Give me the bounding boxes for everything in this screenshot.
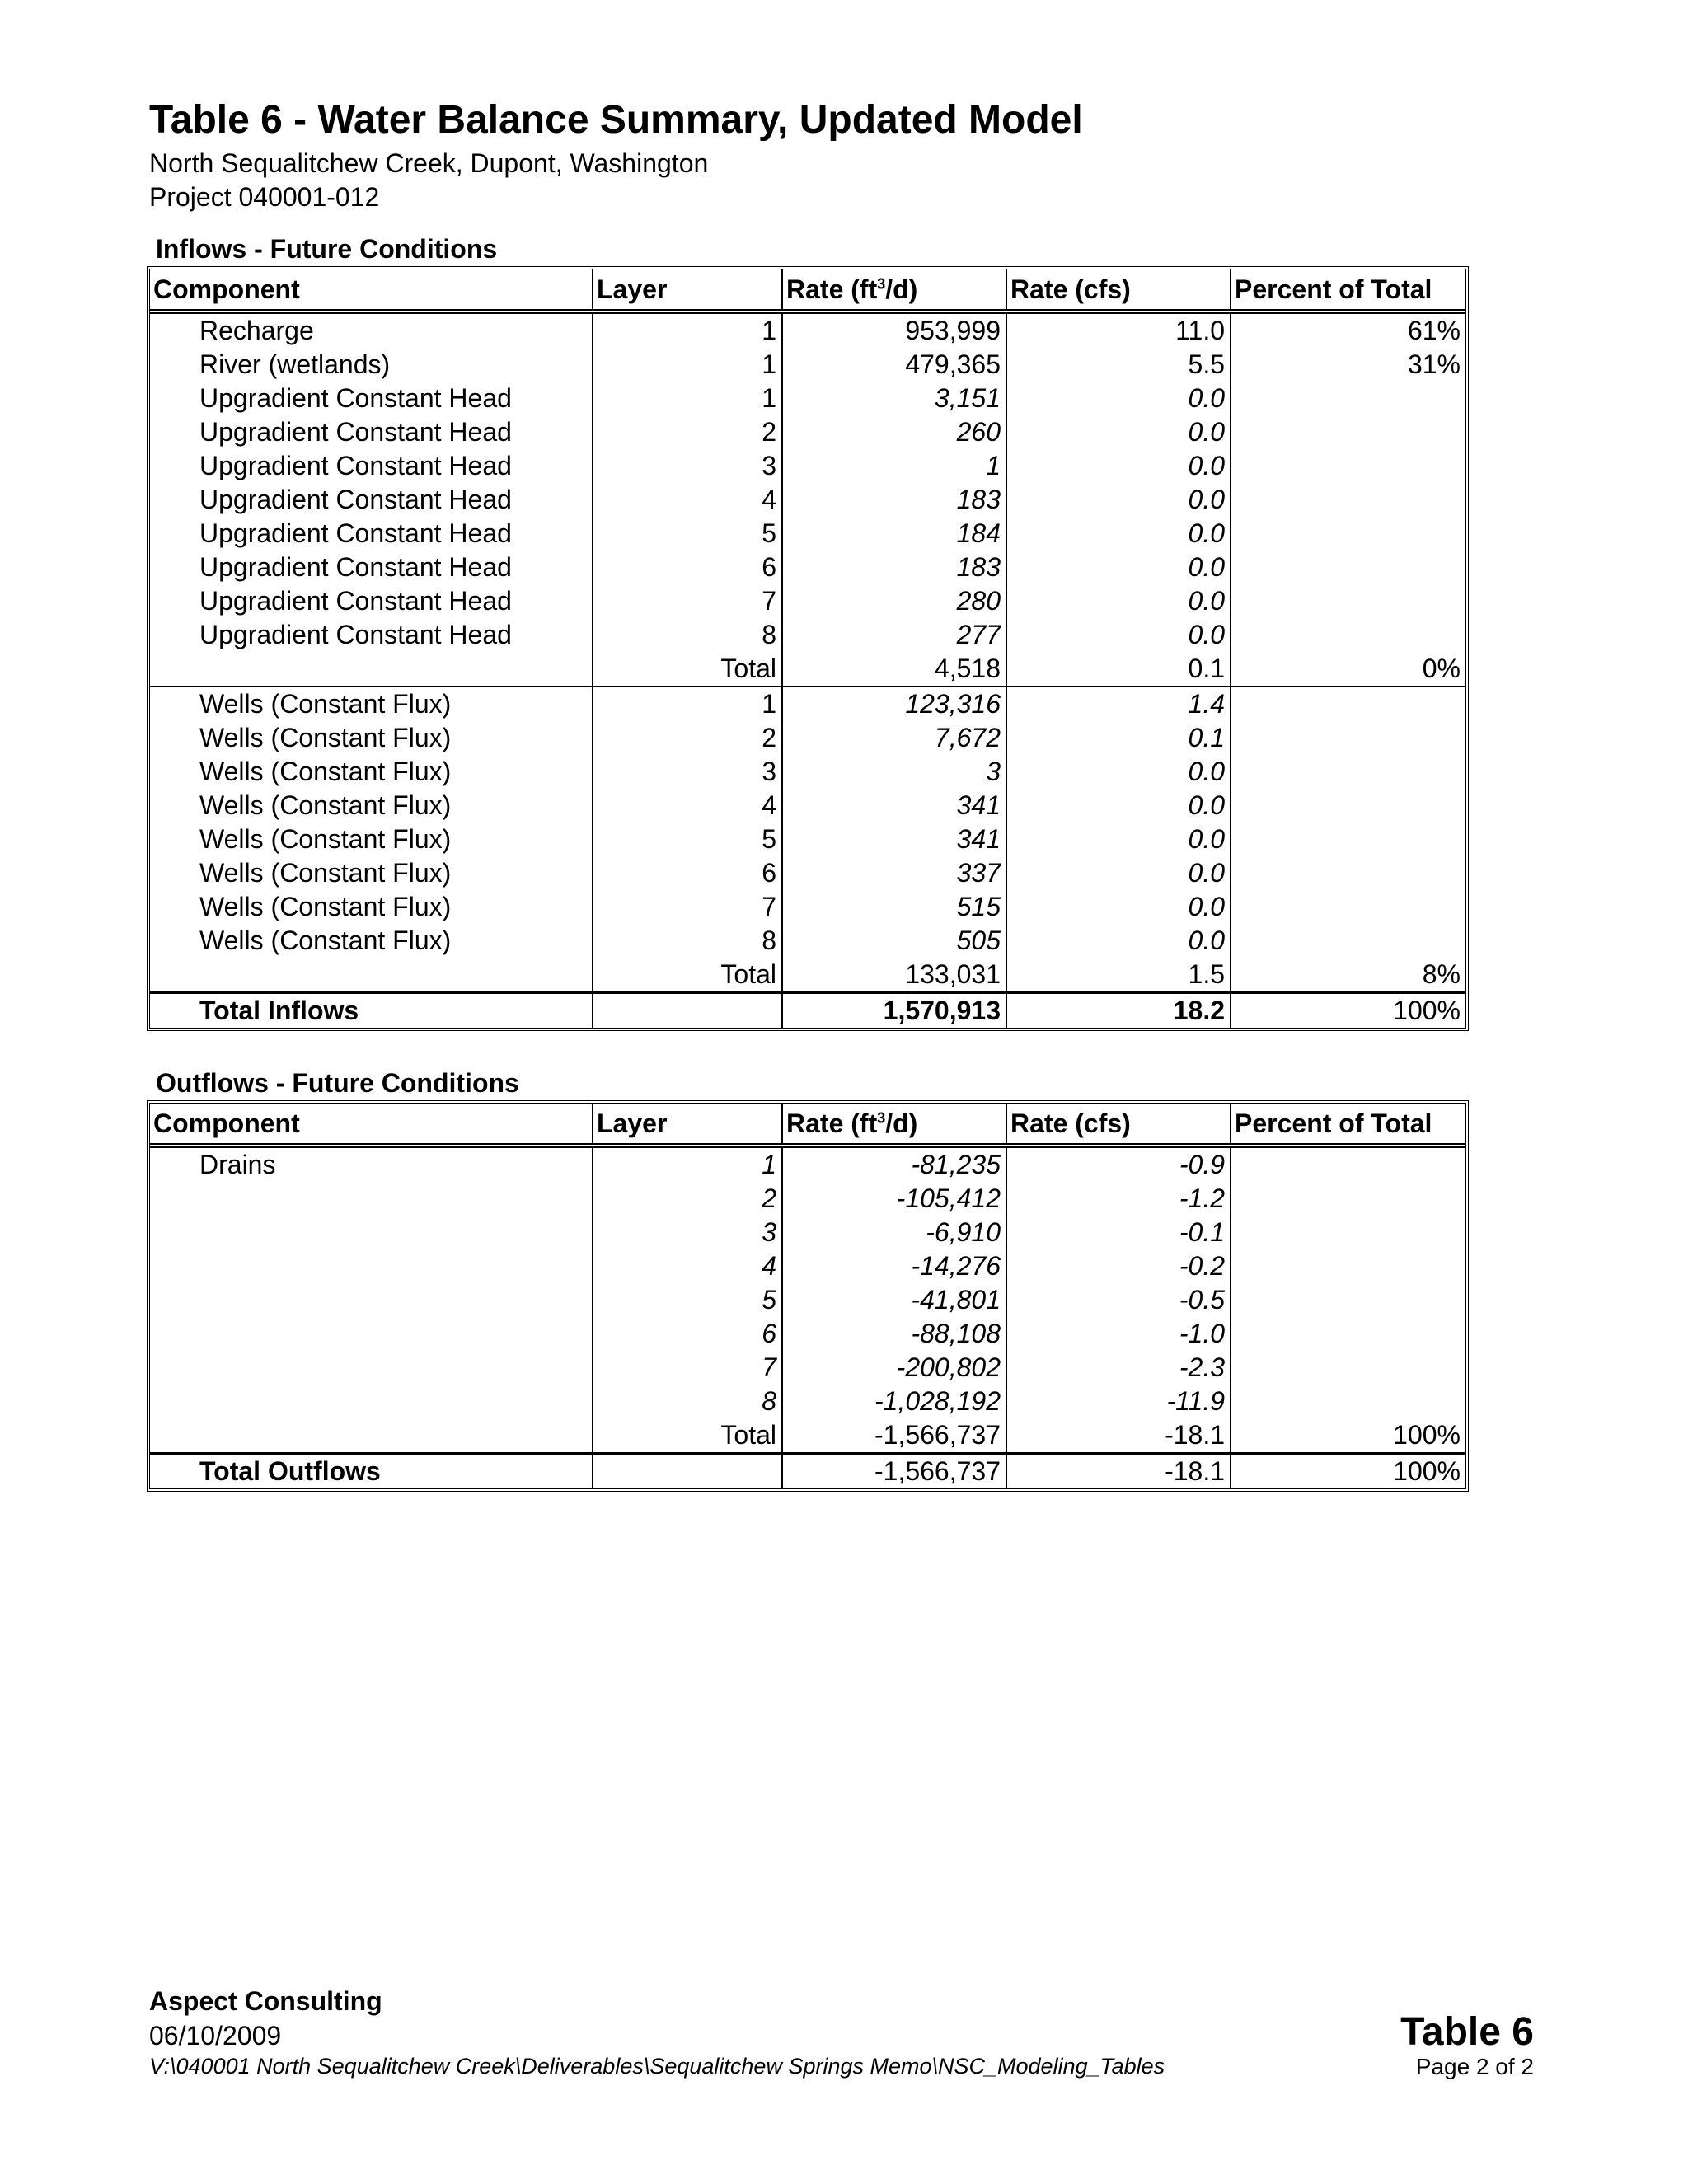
outflows-section-title: Outflows - Future Conditions [156, 1068, 519, 1098]
table-row [150, 958, 1465, 993]
rate-ft-cell: 341 [782, 789, 1006, 823]
table-row [150, 924, 1465, 958]
layer-cell: 8 [593, 618, 782, 652]
table-row [150, 382, 1465, 415]
rate-cfs-cell: 0.0 [1006, 618, 1231, 652]
layer-cell: 8 [593, 924, 782, 958]
page-subtitle: North Sequalitchew Creek, Dupont, Washington [149, 148, 709, 178]
percent-cell [1231, 517, 1465, 551]
rate-cfs-cell: 0.0 [1006, 415, 1231, 449]
percent-cell [1231, 1283, 1465, 1317]
table-row [150, 652, 1465, 687]
inflows-section-title: Inflows - Future Conditions [156, 234, 498, 264]
rate-cfs-cell: 0.0 [1006, 517, 1231, 551]
table-row [150, 1317, 1465, 1351]
rate-ft-cell: 184 [782, 517, 1006, 551]
component-cell: Upgradient Constant Head [150, 415, 593, 449]
total-row [150, 1454, 1465, 1489]
layer-cell: 2 [593, 721, 782, 755]
rate-cfs-cell: 0.0 [1006, 755, 1231, 789]
rate-ft-cell: -6,910 [782, 1216, 1006, 1249]
total-rate-cfs: -18.1 [1006, 1454, 1231, 1489]
percent-cell: 8% [1231, 958, 1465, 993]
table-row [150, 890, 1465, 924]
percent-cell: 0% [1231, 652, 1465, 687]
component-cell: Recharge [150, 312, 593, 348]
layer-cell: 6 [593, 1317, 782, 1351]
total-label: Total Outflows [150, 1454, 593, 1489]
layer-cell [593, 1454, 782, 1489]
percent-cell [1231, 415, 1465, 449]
rate-cfs-cell: 1.5 [1006, 958, 1231, 993]
layer-cell: 1 [593, 312, 782, 348]
percent-cell [1231, 1249, 1465, 1283]
component-cell: Upgradient Constant Head [150, 382, 593, 415]
rate-cfs-cell: 5.5 [1006, 348, 1231, 382]
table-row [150, 1249, 1465, 1283]
rate-cfs-cell: -18.1 [1006, 1418, 1231, 1454]
rate-cfs-cell: 1.4 [1006, 687, 1231, 721]
rate-ft-cell: 3,151 [782, 382, 1006, 415]
rate-cfs-cell: 0.0 [1006, 924, 1231, 958]
percent-cell: 31% [1231, 348, 1465, 382]
component-cell: Upgradient Constant Head [150, 551, 593, 584]
layer-cell: 3 [593, 1216, 782, 1249]
rate-ft-cell: -81,235 [782, 1146, 1006, 1182]
rate-cfs-cell: 0.0 [1006, 856, 1231, 890]
layer-cell: 1 [593, 687, 782, 721]
rate-cfs-cell: -1.2 [1006, 1182, 1231, 1216]
layer-cell: 4 [593, 789, 782, 823]
table-row [150, 721, 1465, 755]
inflows-table [147, 266, 1469, 1031]
table-row [150, 1351, 1465, 1385]
table-row [150, 618, 1465, 652]
percent-cell [1231, 551, 1465, 584]
component-cell: Upgradient Constant Head [150, 618, 593, 652]
component-cell: Upgradient Constant Head [150, 449, 593, 483]
table-row [150, 483, 1465, 517]
rate-ft-cell: 515 [782, 890, 1006, 924]
layer-cell: Total [593, 958, 782, 993]
percent-cell [1231, 618, 1465, 652]
percent-cell [1231, 483, 1465, 517]
layer-cell: 7 [593, 1351, 782, 1385]
footer-company: Aspect Consulting [149, 1986, 382, 2016]
table-row [150, 312, 1465, 348]
rate-ft-cell: 3 [782, 755, 1006, 789]
rate-cfs-cell: -0.5 [1006, 1283, 1231, 1317]
rate-cfs-cell: -2.3 [1006, 1351, 1231, 1385]
rate-cfs-cell: -11.9 [1006, 1385, 1231, 1418]
col-header-rate-ft: Rate $(ft^3/d)$ [782, 269, 1006, 312]
layer-cell: 2 [593, 1182, 782, 1216]
rate-ft-cell: 1 [782, 449, 1006, 483]
percent-cell [1231, 924, 1465, 958]
rate-ft-cell: -14,276 [782, 1249, 1006, 1283]
outflows-header-row [150, 1104, 1465, 1146]
rate-cfs-cell: 0.0 [1006, 483, 1231, 517]
percent-cell [1231, 890, 1465, 924]
rate-cfs-cell: 0.1 [1006, 652, 1231, 687]
layer-cell: 5 [593, 517, 782, 551]
component-cell [150, 1385, 593, 1418]
table-row [150, 1182, 1465, 1216]
rate-cfs-cell: 0.0 [1006, 584, 1231, 618]
component-cell: Upgradient Constant Head [150, 584, 593, 618]
table-row [150, 687, 1465, 721]
rate-ft-cell: 505 [782, 924, 1006, 958]
component-cell: Wells (Constant Flux) [150, 823, 593, 856]
component-cell [150, 1216, 593, 1249]
table-row [150, 789, 1465, 823]
percent-cell: 100% [1231, 1418, 1465, 1454]
rate-cfs-cell: 0.0 [1006, 789, 1231, 823]
inflows-header-row [150, 269, 1465, 312]
col-header-rate-cfs: Rate (cfs) [1006, 269, 1231, 312]
percent-cell [1231, 755, 1465, 789]
layer-cell: 1 [593, 348, 782, 382]
layer-cell: 7 [593, 584, 782, 618]
layer-cell: 6 [593, 551, 782, 584]
component-cell [150, 652, 593, 687]
percent-cell [1231, 584, 1465, 618]
percent-cell [1231, 1385, 1465, 1418]
page-title: Table 6 - Water Balance Summary, Updated Model [149, 98, 1083, 142]
percent-cell [1231, 687, 1465, 721]
table-row [150, 551, 1465, 584]
footer-date: 06/10/2009 [149, 2021, 282, 2050]
table-row [150, 449, 1465, 483]
layer-cell: 8 [593, 1385, 782, 1418]
layer-cell: 6 [593, 856, 782, 890]
layer-cell: 3 [593, 449, 782, 483]
total-percent: 100% [1231, 993, 1465, 1029]
percent-cell [1231, 789, 1465, 823]
table-row [150, 415, 1465, 449]
component-cell: Wells (Constant Flux) [150, 856, 593, 890]
rate-ft-cell: -41,801 [782, 1283, 1006, 1317]
col-header-layer: Layer [593, 269, 782, 312]
rate-ft-cell: -1,028,192 [782, 1385, 1006, 1418]
layer-cell: Total [593, 652, 782, 687]
rate-ft-cell: -1,566,737 [782, 1418, 1006, 1454]
percent-cell [1231, 721, 1465, 755]
table-row [150, 755, 1465, 789]
col-header-percent: Percent of Total [1231, 269, 1465, 312]
rate-ft-cell: 479,365 [782, 348, 1006, 382]
rate-ft-cell: 337 [782, 856, 1006, 890]
component-cell [150, 1418, 593, 1454]
layer-cell: 7 [593, 890, 782, 924]
percent-cell [1231, 1351, 1465, 1385]
rate-cfs-cell: -1.0 [1006, 1317, 1231, 1351]
rate-ft-cell: 260 [782, 415, 1006, 449]
component-cell: Wells (Constant Flux) [150, 687, 593, 721]
total-rate-ft: -1,566,737 [782, 1454, 1006, 1489]
component-cell [150, 1182, 593, 1216]
table-row [150, 823, 1465, 856]
rate-cfs-cell: 0.1 [1006, 721, 1231, 755]
rate-ft-cell: 133,031 [782, 958, 1006, 993]
component-cell: Wells (Constant Flux) [150, 755, 593, 789]
total-label: Total Inflows [150, 993, 593, 1029]
col-header-component: Component [150, 1104, 593, 1146]
rate-ft-cell: 7,672 [782, 721, 1006, 755]
component-cell [150, 1317, 593, 1351]
layer-cell: 5 [593, 1283, 782, 1317]
rate-cfs-cell: 0.0 [1006, 551, 1231, 584]
total-row [150, 993, 1465, 1029]
project-number: Project 040001-012 [149, 182, 380, 212]
footer-page-number: Page 2 of 2 [1415, 2054, 1534, 2079]
total-rate-cfs: 18.2 [1006, 993, 1231, 1029]
rate-ft-cell: -200,802 [782, 1351, 1006, 1385]
component-cell: River (wetlands) [150, 348, 593, 382]
percent-cell [1231, 1182, 1465, 1216]
table-row [150, 1146, 1465, 1182]
layer-cell: 5 [593, 823, 782, 856]
rate-ft-cell: 183 [782, 483, 1006, 517]
table-row [150, 584, 1465, 618]
percent-cell [1231, 856, 1465, 890]
table-row [150, 1216, 1465, 1249]
table-row [150, 517, 1465, 551]
component-cell: Wells (Constant Flux) [150, 721, 593, 755]
percent-cell [1231, 1146, 1465, 1182]
rate-ft-cell: 341 [782, 823, 1006, 856]
rate-cfs-cell: 0.0 [1006, 382, 1231, 415]
layer-cell: 2 [593, 415, 782, 449]
rate-cfs-cell: 0.0 [1006, 449, 1231, 483]
rate-ft-cell: 953,999 [782, 312, 1006, 348]
rate-cfs-cell: -0.1 [1006, 1216, 1231, 1249]
outflows-table [147, 1100, 1469, 1492]
layer-cell: 3 [593, 755, 782, 789]
rate-cfs-cell: 0.0 [1006, 890, 1231, 924]
component-cell: Upgradient Constant Head [150, 483, 593, 517]
component-cell [150, 1249, 593, 1283]
table-row [150, 1418, 1465, 1454]
component-cell: Upgradient Constant Head [150, 517, 593, 551]
rate-cfs-cell: -0.9 [1006, 1146, 1231, 1182]
footer-file-path: V:\040001 North Sequalitchew Creek\Deliverables\Sequalitchew Springs Memo\NSC_Modeling_Tables [149, 2054, 1165, 2079]
layer-cell: 4 [593, 1249, 782, 1283]
table-row [150, 1283, 1465, 1317]
component-cell: Drains [150, 1146, 593, 1182]
total-percent: 100% [1231, 1454, 1465, 1489]
rate-ft-cell: 277 [782, 618, 1006, 652]
rate-ft-cell: 123,316 [782, 687, 1006, 721]
rate-cfs-cell: -0.2 [1006, 1249, 1231, 1283]
percent-cell [1231, 1216, 1465, 1249]
component-cell: Wells (Constant Flux) [150, 890, 593, 924]
component-cell: Wells (Constant Flux) [150, 789, 593, 823]
percent-cell [1231, 382, 1465, 415]
percent-cell: 61% [1231, 312, 1465, 348]
percent-cell [1231, 823, 1465, 856]
col-header-component: Component [150, 269, 593, 312]
col-header-rate-cfs: Rate (cfs) [1006, 1104, 1231, 1146]
table-row [150, 348, 1465, 382]
rate-ft-cell: 4,518 [782, 652, 1006, 687]
rate-ft-cell: -105,412 [782, 1182, 1006, 1216]
percent-cell [1231, 1317, 1465, 1351]
table-row [150, 856, 1465, 890]
table-row [150, 1385, 1465, 1418]
rate-ft-cell: 280 [782, 584, 1006, 618]
percent-cell [1231, 449, 1465, 483]
layer-cell: 1 [593, 382, 782, 415]
component-cell [150, 958, 593, 993]
component-cell: Wells (Constant Flux) [150, 924, 593, 958]
rate-cfs-cell: 11.0 [1006, 312, 1231, 348]
rate-ft-cell: -88,108 [782, 1317, 1006, 1351]
component-cell [150, 1283, 593, 1317]
layer-cell [593, 993, 782, 1029]
col-header-percent: Percent of Total [1231, 1104, 1465, 1146]
component-cell [150, 1351, 593, 1385]
col-header-layer: Layer [593, 1104, 782, 1146]
col-header-rate-ft: Rate $(ft^3/d)$ [782, 1104, 1006, 1146]
footer-table-label: Table 6 [1400, 2010, 1534, 2054]
total-rate-ft: 1,570,913 [782, 993, 1006, 1029]
rate-ft-cell: 183 [782, 551, 1006, 584]
layer-cell: 1 [593, 1146, 782, 1182]
layer-cell: 4 [593, 483, 782, 517]
rate-cfs-cell: 0.0 [1006, 823, 1231, 856]
layer-cell: Total [593, 1418, 782, 1454]
